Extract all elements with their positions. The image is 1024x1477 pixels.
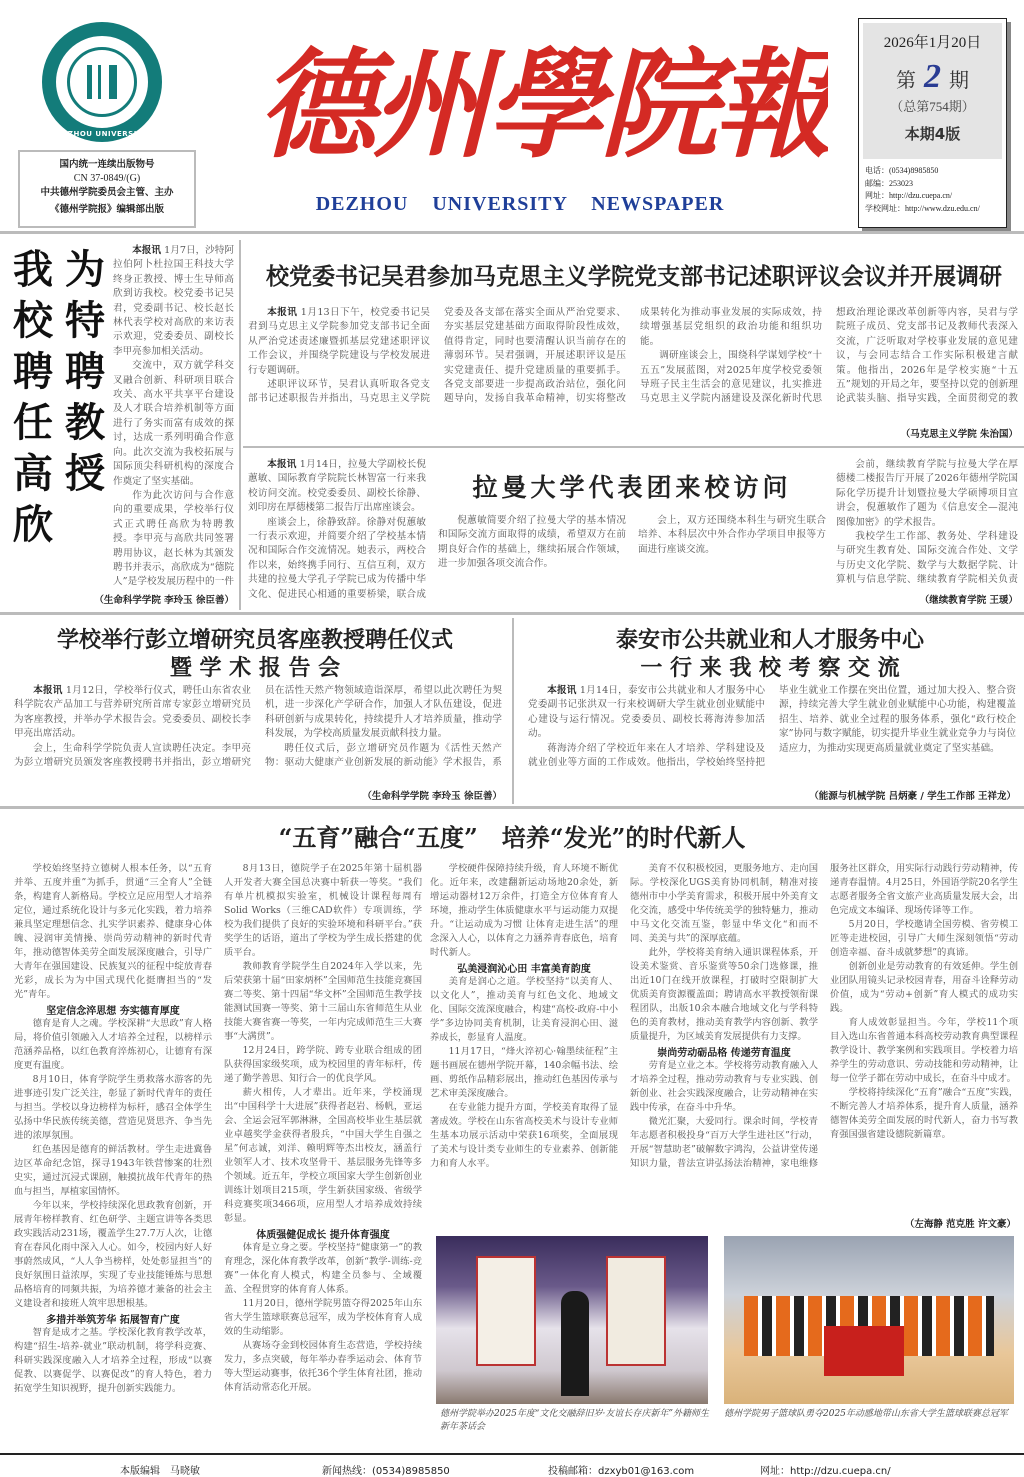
paragraph: 本报讯 1月14日，泰安市公共就业和人才服务中心党委副书记张洪双一行来校调研大学生就业创业赋能中心建设与运行情况。党委委员、副校长蒋海涛参加活动。 bbox=[528, 685, 765, 740]
paragraph: 8月13日，德院学子在2025年第十届机器人开发者大赛全国总决赛中斩获一等奖。“我们有单片机模拟实验室，机械设计课程每周有Solid Works（三维CAD软件）专项训练，学校为我们提供了良好的实验环境和科研平台。”获奖学生的话语，道出了学校为学生成长搭建的优质平台。 bbox=[224, 863, 422, 958]
paragraph: 创新创业是劳动教育的有效延伸。学生创业团队用镜头记录校园青春，用奋斗诠释劳动价值，成为“劳动+创新”育人模式的成功实践。 bbox=[830, 961, 1018, 1014]
photo-caption: 德州学院举办2025年度“文化交融辞旧岁·友谊长存庆新年”外籍师生新年茶话会 bbox=[440, 1409, 709, 1432]
paragraph: 在专业能力提升方面，学校美育取得了显著成效。学校在山东省高校美术与设计专业师生基本功展示活动中荣获16项奖，全面展现了美术与设计类专业师生的专业素养、创新能力和育人水平。 bbox=[430, 1102, 618, 1169]
paragraph: 11月20日，德州学院男篮夺得2025年山东省大学生篮球联赛总冠军，成为学校体育育人成效的生动缩影。 bbox=[224, 1298, 422, 1337]
divider bbox=[243, 446, 1024, 448]
byline: （能源与机械学院 吕炳豪 / 学生工作部 王祥龙） bbox=[700, 788, 1016, 802]
paragraph: 蒋海涛介绍了学校近年来在人才培养、学科建设及就业创业等方面的工作成效。他指出，学校始终坚持把毕业生就业工作摆在突出位置，通过加大投入、整合资源，持续完善大学生就业创业赋能中心功能，构建覆盖招生、培养、就业全过程的服务体系，强化“政行校企家”协同与数字赋能，切实提升毕业生就业竞争力与岗位适应力，为推动实现更高质量就业奠定了坚实基础。 bbox=[528, 685, 1016, 769]
footer-hotline: 新闻热线：(0534)8985850 bbox=[322, 1466, 450, 1477]
paragraph: 德育是育人之魂。学校深耕“大思政”育人格局，将价值引领融入人才培养全过程，以榜样示范涵养品格，以红色教育淬炼初心，让德育有深度更有温度。 bbox=[14, 1018, 212, 1071]
byline: （继续教育学院 王瑗） bbox=[836, 592, 1018, 606]
paragraph: 会上，双方还围绕本科生与研究生联合培养、本科层次中外合作办学项目申报等方面进行座谈交流。 bbox=[638, 515, 826, 555]
paragraph: 从赛场夺金到校园体育生态营造，学校持续发力，多点突破，每年举办春季运动会、体育节等大型运动赛事，依托36个学生体育社团，推动体育活动常态化开展。 bbox=[224, 1340, 422, 1393]
paragraph: 我校学生工作部、教务处、学科建设与研究生教育处、国际交流合作处、文学与历史文化学院、数学与大数据学院、计算机与信息学院、继续教育学院相关负责 bbox=[836, 531, 1018, 586]
photo-basketball-team bbox=[724, 1236, 1014, 1404]
article-body-middle bbox=[438, 514, 826, 602]
dateline-lead: 本报讯 bbox=[547, 685, 577, 696]
cn-number: CN 37-0849/(G) bbox=[73, 173, 141, 184]
serial-label: 国内统一连续出版物号 bbox=[59, 159, 155, 170]
article-gao-xin bbox=[8, 244, 234, 609]
paragraph: 聘任仪式后，彭立增研究员作题为《活性天然产物：驱动大健康产业创新发展的新动能》学术报告，系 bbox=[265, 742, 502, 769]
paragraph: 交流中，双方就学科交叉融合创新、科研项目联合攻关、高水平共享平台建设及人才联合培养机制等方面进行了务实而富有成效的探讨，达成一系列明确合作意向。此次交流为我校拓展与国际顶尖科研机构的深度合作奠定了坚实基础。 bbox=[113, 360, 234, 487]
headline: 泰安市公共就业和人才服务中心 一 行 来 我 校 考 察 交 流 bbox=[615, 627, 924, 681]
paragraph: 作为此次访问与合作意向的重要成果，学校举行仪式正式聘任高欣为特聘教授。李甲亮与高欣共同签署聘用协议，赵长林为其颁发聘书并表示，高欣成为“德院人”是学校发展历程中的一件 bbox=[113, 489, 234, 588]
section-subheading: 弘美浸润沁心田 丰富美育韵度 bbox=[457, 964, 591, 975]
article-body bbox=[528, 684, 1016, 784]
byline: （生命科学学院 李玲玉 徐臣善） bbox=[260, 788, 502, 802]
photo-caption: 德州学院男子篮球队勇夺2025年动感地带山东省大学生篮球联赛总冠军 bbox=[724, 1409, 1008, 1419]
headline: 拉曼大学代表团来校访问 bbox=[472, 473, 792, 502]
issue-date: 2026年1月20日 bbox=[883, 35, 982, 51]
article-body bbox=[8, 244, 234, 590]
article-body bbox=[14, 684, 502, 784]
paragraph: 美育不仅积极校园，更服务地方、走向国际。学校深化UGS美育协同机制，精准对接德州市中小学美育需求，积极开展中外美育文化交流，感受中华传统美学的独特魅力，推动中马文化交流互鉴，彰显中华文化“和而不同、美美与共”的深厚底蕴。 bbox=[630, 863, 818, 944]
paragraph: 本报讯 1月14日，拉曼大学副校长倪蕙敏、国际教育学院院长林智富一行来我校访问交流。校党委委员、副校长徐静、刘印房在厚德楼第二报告厅出席座谈会。 bbox=[248, 459, 426, 514]
university-logo: DEZHOU UNIVERSITY bbox=[42, 22, 162, 142]
footer-rule bbox=[0, 1453, 1024, 1455]
paragraph: 育人成效彰显担当。今年，学校11个项目入选山东省普通本科高校劳动教育典型课程教学设计、教学案例和实践项目。学校着力培养学生的劳动意识、劳动技能和劳动精神，让每一位学子都在劳动中成长，在奋斗中成才。 bbox=[830, 1017, 1018, 1084]
paragraph: 本报讯 1月13日下午，校党委书记吴君到马克思主义学院参加党支部书记全面从严治党述责述廉暨抓基层党建述职评议工作会议，并围绕学院建设与学校发展进行专题调研。 bbox=[248, 307, 430, 376]
dateline-lead: 本报讯 bbox=[267, 307, 298, 318]
paragraph: 劳育是立业之本。学校将劳动教育融入人才培养全过程，推动劳动教育与专业实践、创新创业、社会实践深度融合，让劳动精神在实践中传承，在奋斗中升华。 bbox=[630, 1060, 818, 1113]
paragraph: 学校始终坚持立德树人根本任务，以“五育并举、五度并重”为抓手，贯通“三全育人”全链条，构建育人新格局。学校立足应用型人才培养定位，通过系统化设计与多元化实践，着力培养兼具坚定理想信念、扎实学识素养、健康身心体魄、浸润审美情操、崇尚劳动精神的新时代青年，推动德智体美劳全面发展深度融合，引导广大青年在强国建设、民族复兴的征程中绽放青春光彩，成长为为中国式现代化挺膺担当的“发光”青年。 bbox=[14, 863, 212, 1000]
paragraph: 此外，学校将美育纳入通识课程体系，开设美术鉴赏、音乐鉴赏等50余门选修课，推出近10门在线开放课程，打破时空限制扩大优质美育资源覆盖面；聘请高水平教授领衔课程团队，出版10余本融合地域文化与学科特色的美育教材，推动美育教学内容创新、教学质量提升，为区域美育发展提供有力支撑。 bbox=[630, 947, 818, 1042]
paragraph: 座谈会上，徐静致辞。徐静对倪蕙敏一行表示欢迎，并简要介绍了学校基本情况和国际合作交流情况。她表示，两校合作以来，始终携手同行、互信互利，双方共建的拉曼大学孔子学院已成为传播中华文化、促进民心相通的重要桥梁，联合成 bbox=[248, 516, 426, 600]
divider bbox=[0, 806, 1024, 809]
book-icon bbox=[87, 65, 117, 99]
section-subheading: 坚定信念淬思想 夯实德育厚度 bbox=[46, 1006, 180, 1017]
paragraph: 11月17日，“烽火淬初心·翰墨续征程”主题书画展在德州学院开幕，140余幅书法、绘画、剪纸作品精彩展出，推动红色基因传承与艺术审美深度融合。 bbox=[430, 1046, 618, 1099]
masthead: 德州學院報 bbox=[258, 35, 828, 174]
paragraph: 5月20日，学校邀请全国劳模、省劳模工匠等走进校园，引导广大师生深刻领悟“劳动创造幸福、奋斗成就梦想”的真谛。 bbox=[830, 919, 1018, 958]
footer-website[interactable]: 网址：http://dzu.cuepa.cn/ bbox=[760, 1466, 891, 1477]
paragraph: 8月10日，体育学院学生勇救落水游客的先进事迹引发广泛关注，彰显了新时代青年的责任与担当。学校以身边榜样为标杆，感召全体学生弘扬中华民族传统美德，营造见贤思齐、争当先进的浓厚氛围。 bbox=[14, 1074, 212, 1141]
article-body bbox=[14, 862, 422, 1446]
english-title: DEZHOU UNIVERSITY NEWSPAPER bbox=[315, 193, 725, 215]
school-site-link[interactable]: 学校网址：http://www.dzu.edu.cn/ bbox=[865, 203, 980, 213]
total-issue: （总第754期） bbox=[890, 99, 975, 114]
page-count: 本期4版 bbox=[904, 125, 961, 143]
paragraph: 12月24日，跨学院、跨专业联合组成的团队获得国家级奖项，成为校园里的青年标杆，传递了勤学善思、知行合一的优良学风。 bbox=[224, 1045, 422, 1084]
footer-editor: 本版编辑 马晓敏 bbox=[120, 1466, 200, 1477]
paragraph: 述职评议环节，吴君认真听取各党支部书记述职报告并指出，马克思主义学院党委及各支部在落实全面从严治党要求、夯实基层党建基础方面取得阶段性成效，值得肯定，同时也要清醒认识当前存在的薄弱环节。吴君强调，开展述职评议是压实党建责任、提升党建质量的重要抓手。各党支部要进一步提高政治站位，强化问题导向，发扬自我革命精神，切实将整改成果转化为推动事业发展的实际成效，持续增强基层党组织的政治功能和组织功能。 bbox=[248, 307, 822, 405]
dateline-lead: 本报讯 bbox=[132, 245, 162, 256]
byline: （左海静 范克胜 许文豪） bbox=[800, 1216, 1016, 1230]
article-body bbox=[248, 458, 426, 602]
paragraph: 本报讯 1月12日，学校举行仪式，聘任山东省农业科学院农产品加工与营养研究所首席专家彭立增研究员为客座教授，并举办学术报告会。党委委员、副校长李甲亮出席活动。 bbox=[14, 685, 251, 740]
article-title: 我校聘任高欣 为特聘教授 bbox=[13, 246, 105, 548]
paragraph: 智育是成才之基。学校深化教育教学改革，构建“招生-培养-就业”联动机制，将学科竞赛、科研实践深度融入人才培养全过程，形成“以赛促教、以赛促学、以赛促改”的育人特色，着力拓宽学生知识视野，提升创新实践能力。 bbox=[14, 1327, 212, 1394]
sponsor: 中共德州学院委员会主管、主办 bbox=[40, 187, 174, 198]
publication-info-box bbox=[18, 150, 196, 228]
paragraph: 会前，继续教育学院与拉曼大学在厚德楼二楼报告厅开展了2026年德州学院国际化学历提升计划暨拉曼大学硕博项目宣讲会，倪蕙敏作了题为《信息安全—混沌图像加密》的学术报告。 bbox=[836, 459, 1018, 528]
paragraph: 薪火相传，人才辈出。近年来，学校涌现出“中国科学十大进展”获得者赵岩、杨帆，亚运会、全运会冠军郭淋淋，全国高校毕业生基层就业卓越奖学金获得者殷兵，“中国大学生自强之星”何志诚，刘洋、赖明辉等杰出校友，涵盖行业领军人才、技术攻坚骨干、基层服务先锋等多个领域。近五年，学校立项国家大学生创新创业训练计划项目215项，学生新获国家级、省级学科竞赛奖项3466项，应用型人才培养成效持续彰显。 bbox=[224, 1087, 422, 1224]
divider bbox=[239, 240, 241, 610]
divider bbox=[512, 618, 514, 804]
paragraph: 学校硬件保障持续升级，育人环境不断优化。近年来，改建翻新运动场地20余处，新增运动器材12万余件，打造全方位体育育人环境，推动学生体质健康水平与运动能力双提升。“让运动成为习惯 让体育走进生活”的理念深入人心，以体育之力涵养青春底色，培育时代新人。 bbox=[430, 863, 618, 958]
paragraph: 本报讯 1月7日，沙特阿拉伯阿卜杜拉国王科技大学终身正教授、博士生导师高欣到访我校。校党委书记吴君，党委副书记、校长赵长林代表学校对高欣的来访表示欢迎，党委委员、副校长李甲亮参加相关活动。 bbox=[113, 245, 234, 357]
headline: “五育”融合“五度” 培养“发光”的时代新人 bbox=[278, 823, 746, 852]
divider bbox=[0, 612, 1024, 615]
byline: （生命科学学院 李玲玉 徐臣善） bbox=[8, 592, 234, 606]
dateline-lead: 本报讯 bbox=[267, 459, 297, 470]
paragraph: 美育是润心之道。学校坚持“以美育人、以文化人”，推动美育与红色文化、地域文化、国际交流深度融合，构建“高校-政府-中小学”多边协同美育机制，让美育浸润心田、滋养成长，彰显育人温度。 bbox=[430, 976, 618, 1043]
paragraph: 微光汇聚，大爱同行。课余时间，学校青年志愿者积极投身“百万大学生进社区”行动，开展“智慧助老”破解数字鸿沟，公益讲堂传递知识力量，普法宣讲弘扬法治精神，家电维修服务社区群众，用实际行动践行劳动精神，传递青春温情。4月25日，外国语学院20名学生志愿者服务全省文旅产业高质量发展大会，出色完成文本编译、现场传译等工作。 bbox=[630, 863, 1018, 1169]
paragraph: 红色基因是德育的鲜活教材。学生走进冀鲁边区革命纪念馆，探寻1943年铁营惨案的壮烈史实，通过沉浸式课剧，触摸抗战年代青年的热血与担当，厚植家国情怀。 bbox=[14, 1144, 212, 1197]
article-body bbox=[248, 306, 1018, 421]
divider bbox=[0, 231, 1024, 234]
issue-box bbox=[858, 18, 1007, 228]
article-body-continued bbox=[836, 458, 1018, 588]
paragraph: 倪蕙敏简要介绍了拉曼大学的基本情况和国际交流方面取得的成绩，希望双方在前期良好合作的基础上，继续拓展合作领域，进一步加强各项交流合作。 bbox=[438, 515, 626, 570]
section-subheading: 多措并举筑芳华 拓展智育广度 bbox=[46, 1315, 180, 1326]
paragraph: 调研座谈会上，围绕科学谋划学校“十五五”发展蓝图，对2025年度学校党委领导班子民主生活会的意见建议，扎实推进马克思主义学院内涵建设及深化新时代思想政治理论课改革创新等内容，吴君与学院班子成员、党支部书记及教师代表深入交流，广泛听取对学校事业发展的意见建议，与会同志结合工作实际积极建言献策。他指出，2026年是学校实施“十五五”规划的开局之年，要坚持以党的创新理论武装头脑、指导实践，全面贯彻党的教 bbox=[640, 307, 1018, 405]
article-body-continued bbox=[430, 862, 1018, 1212]
byline: （马克思主义学院 朱治国） bbox=[640, 426, 1018, 440]
paragraph: 学校将持续深化“五育”融合“五度”实践，不断完善人才培养体系，提升育人质量，涵养德智体美劳全面发展的时代新人，奋力书写教育强国强省建设德院新篇章。 bbox=[830, 1087, 1018, 1140]
paragraph: 教师教育学院学生自2024年入学以来，先后荣获第十届“田家炳杯”全国师范生技能竞赛国赛二等奖、第十四届“华文杯”全国师范生教学技能测试国赛一等奖、第十三届山东省师范生从业技能大赛省赛一等奖，一年内完成师范生三大赛事“大满贯”。 bbox=[224, 961, 422, 1042]
contact-info: 电话：(0534)8985850 邮编：253023 网址：http://dzu.cuepa.cn/ 学校网址：http://www.dzu.edu.cn/ bbox=[859, 163, 1006, 217]
headline: 学校举行彭立增研究员客座教授聘任仪式 暨 学 术 报 告 会 bbox=[56, 627, 453, 681]
dateline-lead: 本报讯 bbox=[33, 685, 63, 696]
publisher: 《德州学院报》编辑部出版 bbox=[49, 204, 164, 215]
headline: 校党委书记吴君参加马克思主义学院党支部书记述职评议会议并开展调研 bbox=[266, 263, 1002, 290]
issue-number: 第 2 期 bbox=[896, 58, 969, 95]
section-subheading: 崇尚劳动砺品格 传递劳育温度 bbox=[657, 1048, 791, 1059]
site-link[interactable]: 网址：http://dzu.cuepa.cn/ bbox=[865, 191, 953, 200]
footer-email[interactable]: 投稿邮箱：dzxyb01@163.com bbox=[548, 1466, 695, 1477]
paragraph: 体育是立身之要。学校坚持“健康第一”的教育理念，深化体育教学改革，创新“教学-训练-竞赛”一体化育人模式，构建全员参与、全域覆盖、全程贯穿的体育育人体系。 bbox=[224, 1242, 422, 1295]
paragraph: 今年以来，学校持续深化思政教育创新，开展青年榜样教育、红色研学、主题宣讲等各类思政实践活动231场，覆盖学生27.7万人次，让德育在春风化雨中深入人心。如今，校园内好人好事蔚然成风，“人人争当榜样，处处彰显担当”的良好氛围日益浓厚，实现了专业技能锤炼与思想品格培育的同频共振，为培养德才兼备的社会主义建设者和接班人筑牢思想根基。 bbox=[14, 1200, 212, 1309]
paragraph: 会上，生命科学学院负责人宣读聘任决定。李甲亮为彭立增研究员颁发客座教授聘书并指出，彭立增研究员在活性天然产物领域造诣深厚，希望以此次聘任为契机，进一步深化产学研合作，加强人才队伍建设，促进科研创新与成果转化，持续提升人才培养质量，推动学科发展，为学校高质量发展贡献科技力量。 bbox=[14, 685, 502, 769]
section-subheading: 体质强健促成长 提升体育强度 bbox=[256, 1230, 390, 1241]
photo-new-year-tea-party bbox=[436, 1236, 708, 1404]
